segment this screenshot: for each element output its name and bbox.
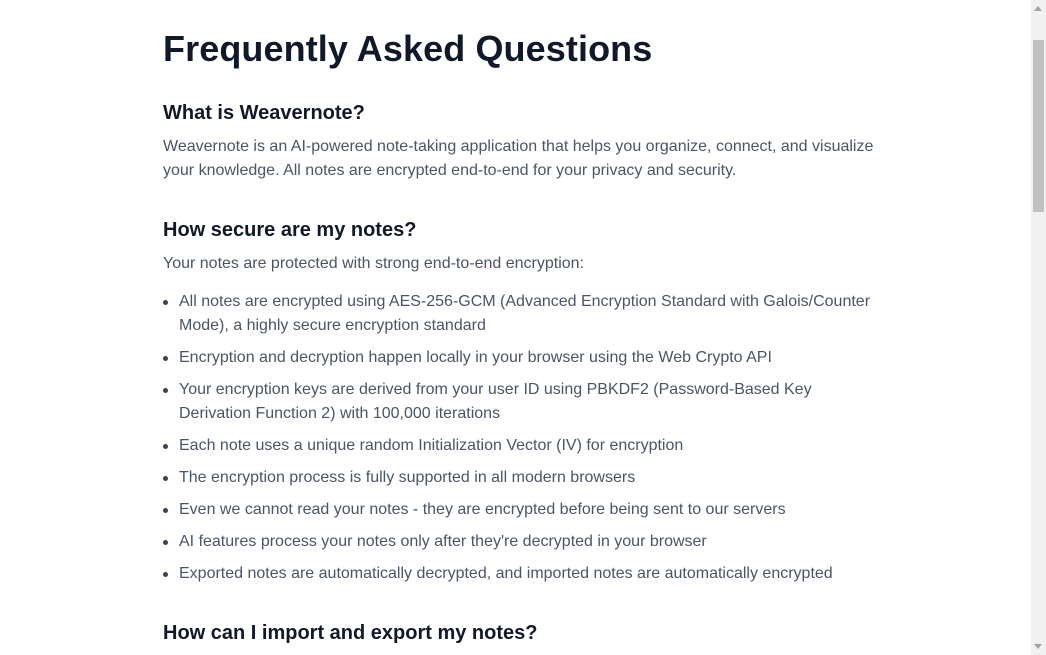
bullet-icon bbox=[163, 300, 168, 305]
faq-content bbox=[163, 26, 883, 655]
faq-item-import-export bbox=[163, 620, 883, 646]
security-points-list bbox=[163, 290, 883, 586]
faq-question: What is Weavernote? bbox=[163, 102, 365, 124]
page-title: Frequently Asked Questions bbox=[163, 28, 653, 69]
bullet-icon bbox=[163, 388, 168, 393]
bullet-icon bbox=[163, 444, 168, 449]
list-item-text: AI features process your notes only after they're decrypted in your browser bbox=[179, 533, 707, 550]
scrollbar-thumb[interactable] bbox=[1033, 40, 1044, 212]
list-item bbox=[163, 498, 883, 522]
list-item bbox=[163, 434, 883, 458]
scroll-down-arrow-icon[interactable] bbox=[1034, 644, 1042, 649]
faq-item-security bbox=[163, 217, 883, 586]
list-item-text: Your encryption keys are derived from your user ID using PBKDF2 (Password-Based Key Derivation Function 2) with 100,000 iterations bbox=[179, 381, 812, 422]
bullet-icon bbox=[163, 356, 168, 361]
list-item-text: Each note uses a unique random Initialization Vector (IV) for encryption bbox=[179, 437, 684, 454]
list-item-text: All notes are encrypted using AES-256-GCM (Advanced Encryption Standard with Galois/Counter Mode), a highly secure encryption standard bbox=[179, 293, 871, 334]
list-item bbox=[163, 290, 883, 338]
bullet-icon bbox=[163, 540, 168, 545]
list-item bbox=[163, 378, 883, 426]
bullet-icon bbox=[163, 508, 168, 513]
bullet-icon bbox=[163, 476, 168, 481]
faq-answer: Your notes are protected with strong end-to-end encryption: bbox=[163, 255, 584, 272]
list-item bbox=[163, 346, 883, 370]
faq-answer: Weavernote is an AI-powered note-taking application that helps you organize, connect, and visualize your knowledge. All notes are encrypted end-to-end for your privacy and security. bbox=[163, 138, 874, 179]
list-item-text: Encryption and decryption happen locally in your browser using the Web Crypto API bbox=[179, 349, 772, 366]
vertical-scrollbar[interactable] bbox=[1031, 0, 1046, 655]
list-item bbox=[163, 530, 883, 554]
faq-item-what-is bbox=[163, 100, 883, 183]
list-item bbox=[163, 466, 883, 490]
scroll-up-arrow-icon[interactable] bbox=[1034, 6, 1042, 11]
list-item-text: Even we cannot read your notes - they are encrypted before being sent to our servers bbox=[179, 501, 786, 518]
list-item-text: The encryption process is fully supported in all modern browsers bbox=[179, 469, 636, 486]
faq-question: How secure are my notes? bbox=[163, 219, 417, 241]
bullet-icon bbox=[163, 572, 168, 577]
list-item bbox=[163, 562, 883, 586]
list-item-text: Exported notes are automatically decrypted, and imported notes are automatically encrypted bbox=[179, 565, 833, 582]
faq-question: How can I import and export my notes? bbox=[163, 622, 538, 644]
